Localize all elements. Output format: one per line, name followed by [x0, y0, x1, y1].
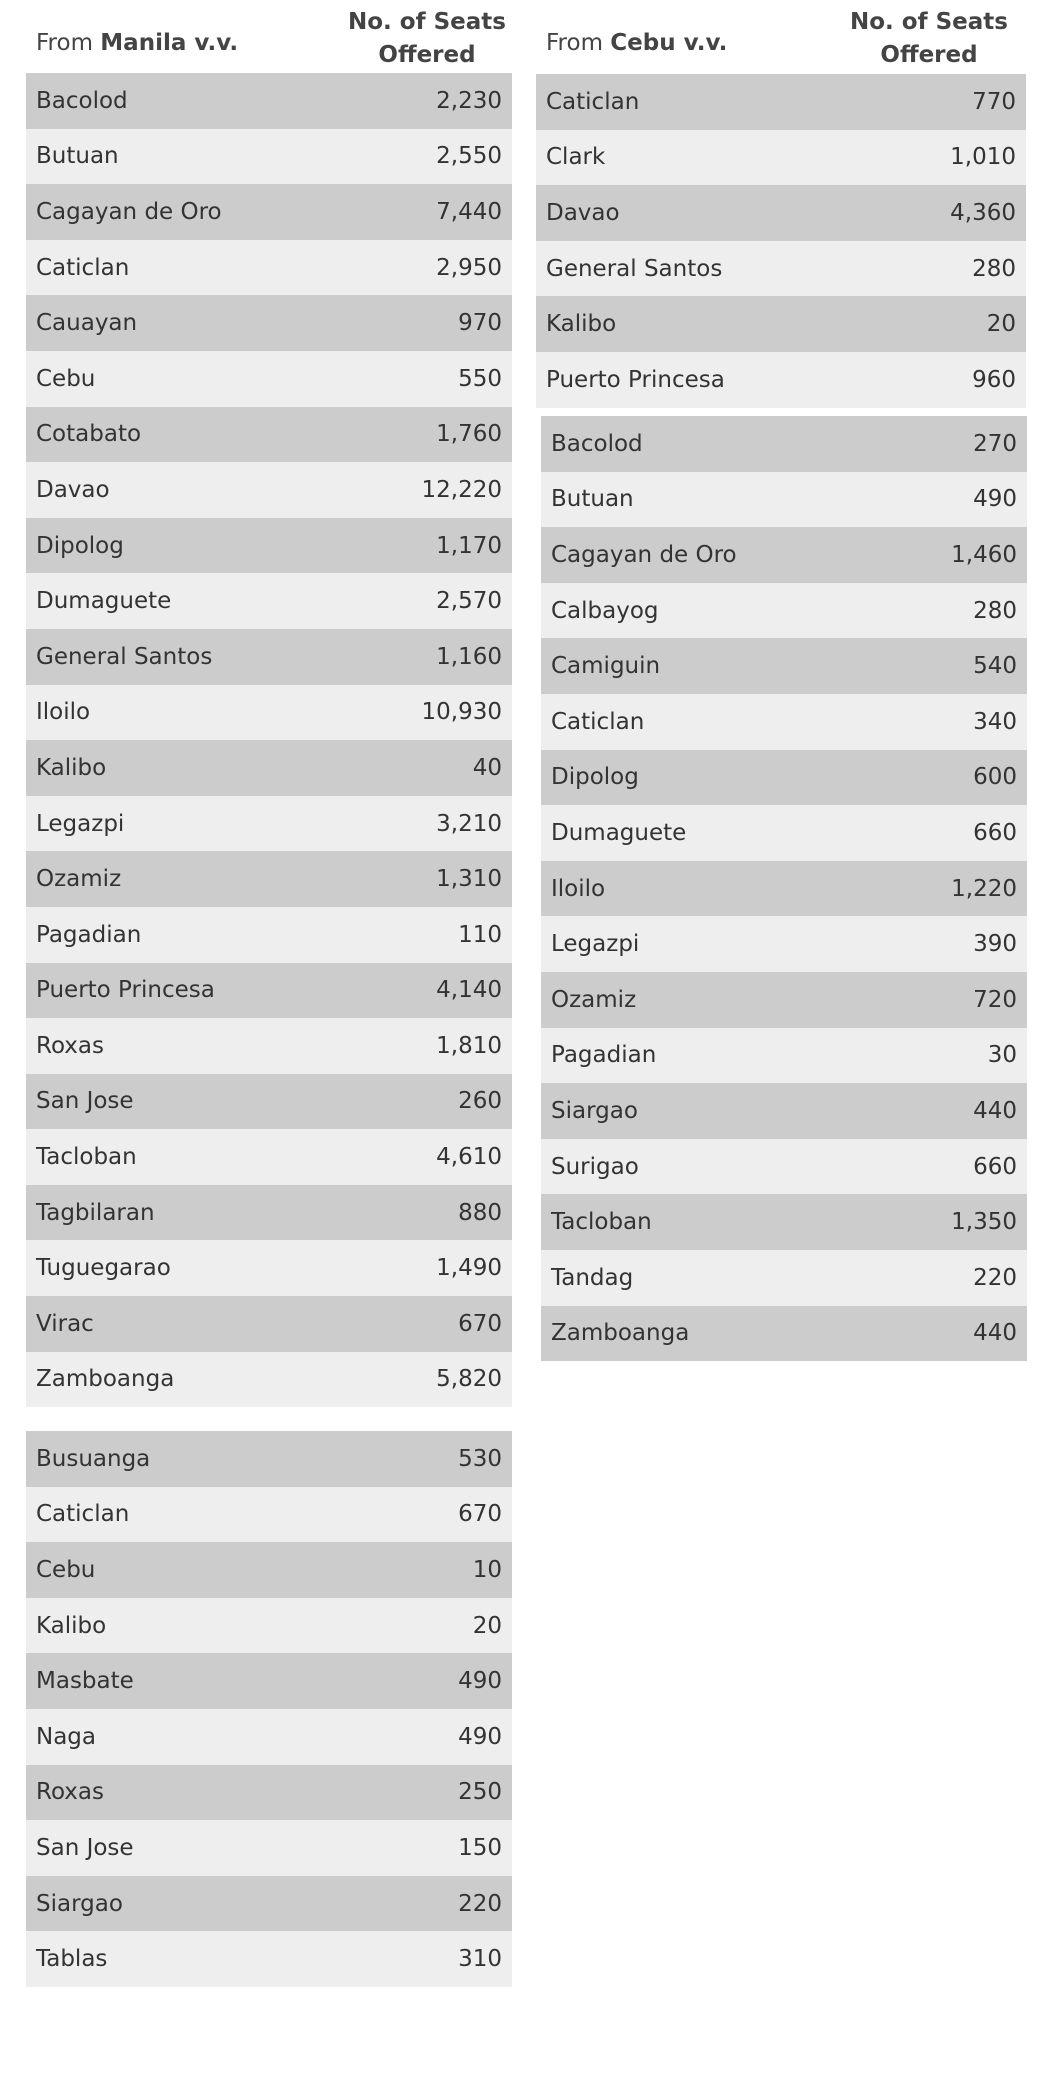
- route-city: Caticlan: [36, 1501, 130, 1528]
- route-city: Tuguegarao: [36, 1255, 171, 1282]
- route-city: Masbate: [36, 1668, 134, 1695]
- seats-offered: 440: [973, 1320, 1017, 1347]
- route-city: Caticlan: [551, 708, 645, 735]
- seats-offered: 250: [458, 1779, 502, 1806]
- table-row: [26, 963, 512, 1019]
- route-city: Caticlan: [546, 88, 640, 115]
- route-city: Puerto Princesa: [546, 366, 725, 393]
- table-row: [541, 916, 1027, 972]
- route-city: Tagbilaran: [36, 1199, 155, 1226]
- table-row: [26, 685, 512, 741]
- route-city: Busuanga: [36, 1445, 151, 1472]
- table-row: [26, 73, 512, 129]
- table-row: [26, 1185, 512, 1241]
- seats-offered: 4,610: [436, 1144, 502, 1171]
- seats-offered: 490: [973, 486, 1017, 513]
- seats-offered: 220: [973, 1264, 1017, 1291]
- table-row: [26, 1598, 512, 1654]
- table-row: [26, 295, 512, 351]
- table-row: [541, 416, 1027, 472]
- route-city: Pagadian: [551, 1042, 657, 1069]
- route-city: Davao: [36, 476, 110, 503]
- route-city: Tacloban: [551, 1209, 652, 1236]
- seats-offered: 2,570: [436, 588, 502, 615]
- seats-offered: 670: [458, 1310, 502, 1337]
- route-city: Surigao: [551, 1153, 639, 1180]
- route-city: Butuan: [36, 143, 119, 170]
- route-city: Pagadian: [36, 921, 142, 948]
- route-city: Cagayan de Oro: [36, 198, 222, 225]
- table-row: [26, 1931, 512, 1987]
- table-row: [26, 1820, 512, 1876]
- table-row: [26, 1018, 512, 1074]
- table-row: [26, 1542, 512, 1598]
- table-row: [26, 1653, 512, 1709]
- route-city: Cauayan: [36, 310, 138, 337]
- route-city: Cebu: [36, 1556, 96, 1583]
- seats-offered: 1,160: [436, 643, 502, 670]
- table-row: [541, 805, 1027, 861]
- route-city: Ozamiz: [36, 866, 122, 893]
- seats-offered: 340: [973, 708, 1017, 735]
- header-city: Manila v.v.: [100, 30, 239, 56]
- seats-offered: 220: [458, 1890, 502, 1917]
- seats-offered: 30: [987, 1042, 1017, 1069]
- table-row: [541, 472, 1027, 528]
- route-city: Tablas: [36, 1946, 108, 1973]
- table-row: [541, 861, 1027, 917]
- table-row: [26, 796, 512, 852]
- manila-seats-header: [342, 6, 512, 72]
- seats-offered: 260: [458, 1088, 502, 1115]
- seats-offered: 660: [973, 1153, 1017, 1180]
- seats-offered: 12,220: [421, 476, 502, 503]
- cebu-table-1: [536, 74, 1026, 408]
- route-city: Legazpi: [36, 810, 125, 837]
- route-city: General Santos: [36, 643, 213, 670]
- table-row: [26, 462, 512, 518]
- table-row: [541, 527, 1027, 583]
- seats-offered: 4,140: [436, 977, 502, 1004]
- route-city: Naga: [36, 1723, 96, 1750]
- manila-table-2: [26, 1431, 512, 1987]
- route-city: Davao: [546, 199, 620, 226]
- route-city: San Jose: [36, 1834, 134, 1861]
- seats-offered: 970: [458, 310, 502, 337]
- route-city: Dumaguete: [36, 588, 172, 615]
- table-row: [26, 629, 512, 685]
- seats-offered: 880: [458, 1199, 502, 1226]
- table-row: [541, 694, 1027, 750]
- seats-offered: 1,170: [436, 532, 502, 559]
- table-row: [26, 1074, 512, 1130]
- table-row: [541, 1194, 1027, 1250]
- seats-offered: 1,310: [436, 866, 502, 893]
- route-city: Tandag: [551, 1264, 634, 1291]
- route-city: San Jose: [36, 1088, 134, 1115]
- seats-offered: 280: [972, 255, 1016, 282]
- seats-offered: 660: [973, 819, 1017, 846]
- table-row: [26, 240, 512, 296]
- route-city: Bacolod: [551, 430, 643, 457]
- header-city: Cebu v.v.: [610, 30, 728, 56]
- seats-offered: 490: [458, 1668, 502, 1695]
- table-row: [541, 1139, 1027, 1195]
- seats-offered: 40: [472, 754, 502, 781]
- seats-offered: 270: [973, 430, 1017, 457]
- cebu-column-header: [536, 0, 1014, 74]
- seats-offered: 4,360: [950, 199, 1016, 226]
- route-city: Roxas: [36, 1779, 105, 1806]
- seats-offered: 10,930: [421, 699, 502, 726]
- table-row: [541, 750, 1027, 806]
- route-city: Clark: [546, 144, 606, 171]
- table-row: [26, 407, 512, 463]
- seats-offered: 1,490: [436, 1255, 502, 1282]
- seats-offered: 1,810: [436, 1032, 502, 1059]
- route-city: Camiguin: [551, 653, 661, 680]
- table-row: [541, 1250, 1027, 1306]
- table-row: [26, 1709, 512, 1765]
- seats-offered: 2,950: [436, 254, 502, 281]
- seats-offered: 2,230: [436, 87, 502, 114]
- route-city: Zamboanga: [36, 1366, 175, 1393]
- route-city: Caticlan: [36, 254, 130, 281]
- table-row: [536, 241, 1026, 297]
- route-city: Tacloban: [36, 1144, 137, 1171]
- table-row: [26, 907, 512, 963]
- route-city: Butuan: [551, 486, 634, 513]
- table-row: [541, 1306, 1027, 1362]
- seats-offered: 440: [973, 1097, 1017, 1124]
- table-row: [541, 1083, 1027, 1139]
- seats-offered: 1,010: [950, 144, 1016, 171]
- table-row: [26, 1431, 512, 1487]
- seats-offered: 10: [472, 1556, 502, 1583]
- cebu-table-2: [541, 416, 1027, 1361]
- manila-table-1: [26, 73, 512, 1407]
- seats-offered: 5,820: [436, 1366, 502, 1393]
- route-city: Kalibo: [546, 311, 617, 338]
- table-row: [26, 351, 512, 407]
- seats-header-line2: Offered: [880, 42, 978, 68]
- table-row: [26, 1487, 512, 1543]
- seats-offered: 530: [458, 1445, 502, 1472]
- route-city: Virac: [36, 1310, 94, 1337]
- route-city: Dipolog: [36, 532, 124, 559]
- seats-header-line1: No. of Seats: [850, 9, 1008, 35]
- header-prefix: From: [36, 30, 93, 56]
- table-row: [26, 1765, 512, 1821]
- route-city: Siargao: [551, 1097, 638, 1124]
- route-city: Kalibo: [36, 754, 107, 781]
- table-row: [26, 1296, 512, 1352]
- cebu-seats-header: [844, 6, 1014, 72]
- seats-offered: 490: [458, 1723, 502, 1750]
- route-city: Iloilo: [551, 875, 606, 902]
- seats-offered: 310: [458, 1946, 502, 1973]
- route-city: Iloilo: [36, 699, 91, 726]
- route-city: Calbayog: [551, 597, 659, 624]
- route-city: Bacolod: [36, 87, 128, 114]
- seats-offered: 600: [973, 764, 1017, 791]
- table-row: [26, 740, 512, 796]
- seats-offered: 550: [458, 365, 502, 392]
- table-row: [536, 185, 1026, 241]
- route-city: Puerto Princesa: [36, 977, 215, 1004]
- seats-offered: 770: [972, 88, 1016, 115]
- seats-offered: 1,350: [951, 1209, 1017, 1236]
- header-prefix: From: [546, 30, 603, 56]
- route-city: Siargao: [36, 1890, 123, 1917]
- seats-header-line1: No. of Seats: [348, 9, 506, 35]
- route-city: Zamboanga: [551, 1320, 690, 1347]
- table-row: [26, 518, 512, 574]
- table-row: [26, 129, 512, 185]
- route-city: Legazpi: [551, 931, 640, 958]
- seats-offered: 110: [458, 921, 502, 948]
- seats-header-line2: Offered: [378, 42, 476, 68]
- table-row: [26, 1876, 512, 1932]
- table-row: [536, 352, 1026, 408]
- seats-offered: 20: [986, 311, 1016, 338]
- table-row: [536, 130, 1026, 186]
- seats-offered: 7,440: [436, 198, 502, 225]
- route-city: General Santos: [546, 255, 723, 282]
- seats-offered: 960: [972, 366, 1016, 393]
- table-row: [26, 1240, 512, 1296]
- seats-offered: 390: [973, 931, 1017, 958]
- route-city: Ozamiz: [551, 986, 637, 1013]
- table-row: [536, 74, 1026, 130]
- table-row: [26, 184, 512, 240]
- seats-offered: 150: [458, 1834, 502, 1861]
- table-row: [26, 1352, 512, 1408]
- seats-offered: 540: [973, 653, 1017, 680]
- seats-offered: 670: [458, 1501, 502, 1528]
- route-city: Dipolog: [551, 764, 639, 791]
- table-row: [541, 583, 1027, 639]
- manila-header-label: [36, 30, 238, 56]
- seats-offered: 1,220: [951, 875, 1017, 902]
- table-row: [541, 972, 1027, 1028]
- route-city: Cebu: [36, 365, 96, 392]
- route-city: Cotabato: [36, 421, 142, 448]
- table-row: [536, 296, 1026, 352]
- route-city: Dumaguete: [551, 819, 687, 846]
- manila-column-header: [26, 0, 512, 74]
- table-row: [26, 851, 512, 907]
- seats-offered: 20: [472, 1612, 502, 1639]
- cebu-header-label: [546, 30, 727, 56]
- seats-offered: 1,460: [951, 541, 1017, 568]
- seats-offered: 1,760: [436, 421, 502, 448]
- seats-offered: 3,210: [436, 810, 502, 837]
- seats-offered: 720: [973, 986, 1017, 1013]
- seats-offered: 2,550: [436, 143, 502, 170]
- table-row: [541, 638, 1027, 694]
- route-city: Kalibo: [36, 1612, 107, 1639]
- seats-offered: 280: [973, 597, 1017, 624]
- route-city: Roxas: [36, 1032, 105, 1059]
- table-row: [541, 1028, 1027, 1084]
- table-row: [26, 573, 512, 629]
- table-row: [26, 1129, 512, 1185]
- route-city: Cagayan de Oro: [551, 541, 737, 568]
